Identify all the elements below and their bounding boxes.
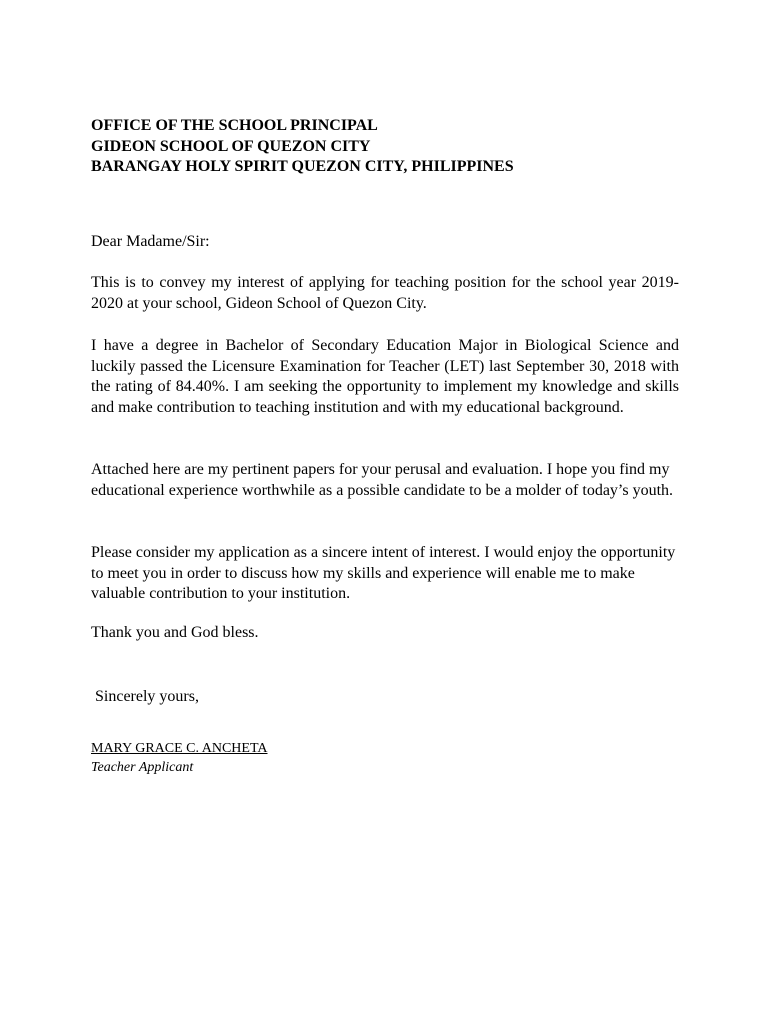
recipient-line-location: BARANGAY HOLY SPIRIT QUEZON CITY, PHILIPPINES xyxy=(91,158,514,175)
paragraph-text: Attached here are my pertinent papers for your perusal and evaluation. I hope you find my educational experience worthwhile as a possible candidate to be a molder of today’s youth. xyxy=(91,461,674,499)
recipient-address xyxy=(91,116,679,178)
body-paragraph xyxy=(91,460,679,501)
paragraph-text: I have a degree in Bachelor of Secondary Education Major in Biological Science and luckily passed the Licensure Examination for Teacher (LET) last September 30, 2018 with the rating of 84.40%. I am seeking the opportunity to implement my knowledge and skills and make contribution to teaching institution and with my educational background. xyxy=(91,337,679,416)
body-paragraph xyxy=(91,336,679,418)
salutation: Dear Madame/Sir: xyxy=(91,233,210,250)
body-paragraph xyxy=(91,273,679,314)
signatory-title: Teacher Applicant xyxy=(91,760,194,775)
signatory-name: MARY GRACE C. ANCHETA xyxy=(91,741,268,756)
closing-line: Sincerely yours, xyxy=(95,688,199,705)
recipient-line-school: GIDEON SCHOOL OF QUEZON CITY xyxy=(91,137,371,155)
thanks-line: Thank you and God bless. xyxy=(91,624,259,641)
paragraph-text: Please consider my application as a sincere intent of interest. I would enjoy the opportunity to meet you in order to discuss how my skills and experience will enable me to make valuable contribution to your institution. xyxy=(91,544,676,602)
body-paragraph xyxy=(91,543,679,605)
recipient-line-office: OFFICE OF THE SCHOOL PRINCIPAL xyxy=(91,117,378,134)
paragraph-text: This is to convey my interest of applying for teaching position for the school year 2019- 2020 at your school, Gideon School of Quezon City. xyxy=(91,274,679,312)
